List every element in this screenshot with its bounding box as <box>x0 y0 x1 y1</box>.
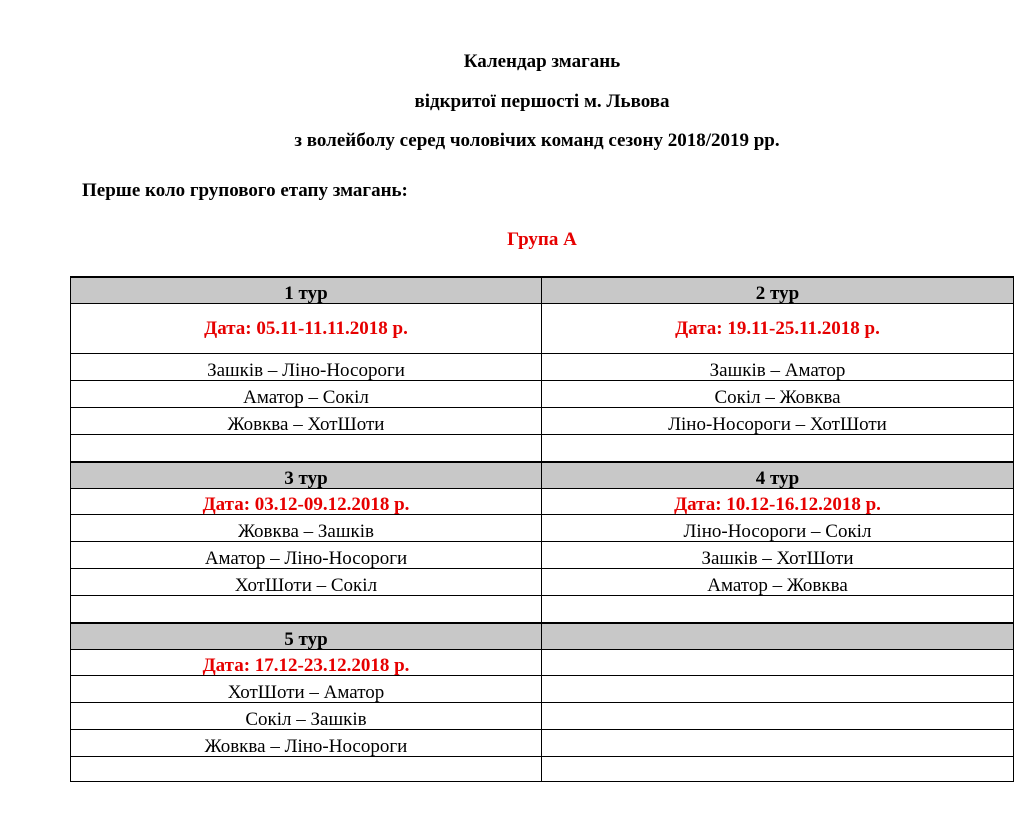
empty-cell <box>542 435 1014 463</box>
round-name: 2 тур <box>542 277 1014 304</box>
match-row <box>71 515 1014 542</box>
empty-cell <box>542 730 1014 757</box>
round-header-row <box>71 623 1014 650</box>
match: ХотШоти – Аматор <box>71 676 542 703</box>
match-row <box>71 703 1014 730</box>
match: Жовква – ХотШоти <box>71 408 542 435</box>
match: Ліно-Носороги – ХотШоти <box>542 408 1014 435</box>
match-row <box>71 354 1014 381</box>
doc-title-line-2: відкритої першості м. Львова <box>414 91 670 112</box>
empty-row <box>71 596 1014 624</box>
section-subtitle: Перше коло групового етапу змагань: <box>82 180 408 201</box>
match-row <box>71 542 1014 569</box>
empty-cell <box>542 596 1014 624</box>
round-date: Дата: 03.12-09.12.2018 р. <box>71 489 542 515</box>
empty-cell <box>542 757 1014 782</box>
match-row <box>71 569 1014 596</box>
round-date-row <box>71 650 1014 676</box>
match-row <box>71 676 1014 703</box>
match: Аматор – Ліно-Носороги <box>71 542 542 569</box>
match: Сокіл – Зашків <box>71 703 542 730</box>
empty-cell <box>542 703 1014 730</box>
schedule-table <box>70 276 1014 782</box>
match: Зашків – Аматор <box>542 354 1014 381</box>
doc-title-line-3: з волейболу серед чоловічих команд сезону 2018/2019 рр. <box>294 130 780 151</box>
doc-title-line-1: Календар змагань <box>463 51 621 72</box>
round-date: Дата: 05.11-11.11.2018 р. <box>71 304 542 354</box>
match: Жовква – Ліно-Носороги <box>71 730 542 757</box>
match: Аматор – Сокіл <box>71 381 542 408</box>
match: Зашків – ХотШоти <box>542 542 1014 569</box>
empty-cell <box>71 435 542 463</box>
match: Аматор – Жовква <box>542 569 1014 596</box>
empty-cell <box>542 650 1014 676</box>
empty-row <box>71 757 1014 782</box>
round-name: 4 тур <box>542 462 1014 489</box>
match: Зашків – Ліно-Носороги <box>71 354 542 381</box>
match: Ліно-Носороги – Сокіл <box>542 515 1014 542</box>
empty-row <box>71 435 1014 463</box>
round-name: 5 тур <box>71 623 542 650</box>
round-date: Дата: 19.11-25.11.2018 р. <box>542 304 1014 354</box>
round-name: 3 тур <box>71 462 542 489</box>
empty-cell <box>71 596 542 624</box>
round-date: Дата: 10.12-16.12.2018 р. <box>542 489 1014 515</box>
match-row <box>71 730 1014 757</box>
match: Жовква – Зашків <box>71 515 542 542</box>
empty-cell <box>542 676 1014 703</box>
match: Сокіл – Жовква <box>542 381 1014 408</box>
group-heading: Група А <box>507 229 577 250</box>
empty-cell <box>71 757 542 782</box>
round-date: Дата: 17.12-23.12.2018 р. <box>71 650 542 676</box>
match-row <box>71 408 1014 435</box>
round-date-row <box>71 304 1014 354</box>
round-header-row <box>71 462 1014 489</box>
round-header-row <box>71 277 1014 304</box>
round-name: 1 тур <box>71 277 542 304</box>
round-date-row <box>71 489 1014 515</box>
match-row <box>71 381 1014 408</box>
empty-cell <box>542 623 1014 650</box>
match: ХотШоти – Сокіл <box>71 569 542 596</box>
